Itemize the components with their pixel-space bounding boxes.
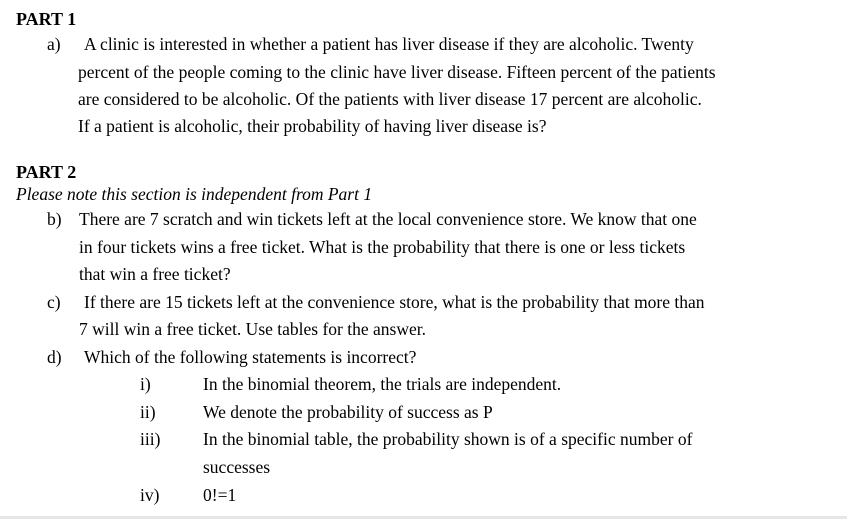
option-iii-label: iii): [140, 429, 161, 449]
option-ii-text: We denote the probability of success as P: [203, 402, 493, 422]
option-iii-text-line-1: In the binomial table, the probability shown is of a specific number of: [203, 429, 693, 449]
question-b-line-2: in four tickets wins a free ticket. What is the probability that there is one or less tickets: [79, 237, 686, 257]
question-b-line-3: that win a free ticket?: [79, 264, 231, 284]
part2-heading: PART 2: [16, 162, 77, 182]
option-ii-label: ii): [140, 402, 156, 422]
part2-note: Please note this section is independent from Part 1: [16, 184, 373, 204]
question-d-label: d): [47, 347, 62, 367]
question-a-line-4: If a patient is alcoholic, their probability of having liver disease is?: [78, 116, 547, 136]
question-b-line-1: There are 7 scratch and win tickets left at the local convenience store. We know that one: [79, 209, 697, 229]
question-d-prompt: Which of the following statements is incorrect?: [84, 347, 417, 367]
question-a-label: a): [47, 34, 61, 54]
question-c-label: c): [47, 292, 61, 312]
question-c-line-1: If there are 15 tickets left at the convenience store, what is the probability that more than: [84, 292, 705, 312]
option-i-text: In the binomial theorem, the trials are independent.: [203, 374, 562, 394]
option-i-label: i): [140, 374, 151, 394]
question-c-line-2: 7 will win a free ticket. Use tables for the answer.: [79, 319, 426, 339]
option-iv-text: 0!=1: [203, 485, 237, 505]
question-a-line-3: are considered to be alcoholic. Of the patients with liver disease 17 percent are alcoholic.: [78, 89, 702, 109]
part1-heading: PART 1: [16, 9, 77, 29]
question-a-line-2: percent of the people coming to the clinic have liver disease. Fifteen percent of the patients: [78, 62, 716, 82]
option-iv-label: iv): [140, 485, 160, 505]
question-b-label: b): [47, 209, 62, 229]
question-a-line-1: A clinic is interested in whether a patient has liver disease if they are alcoholic. Twenty: [84, 34, 694, 54]
option-iii-text-line-2: successes: [203, 457, 271, 477]
